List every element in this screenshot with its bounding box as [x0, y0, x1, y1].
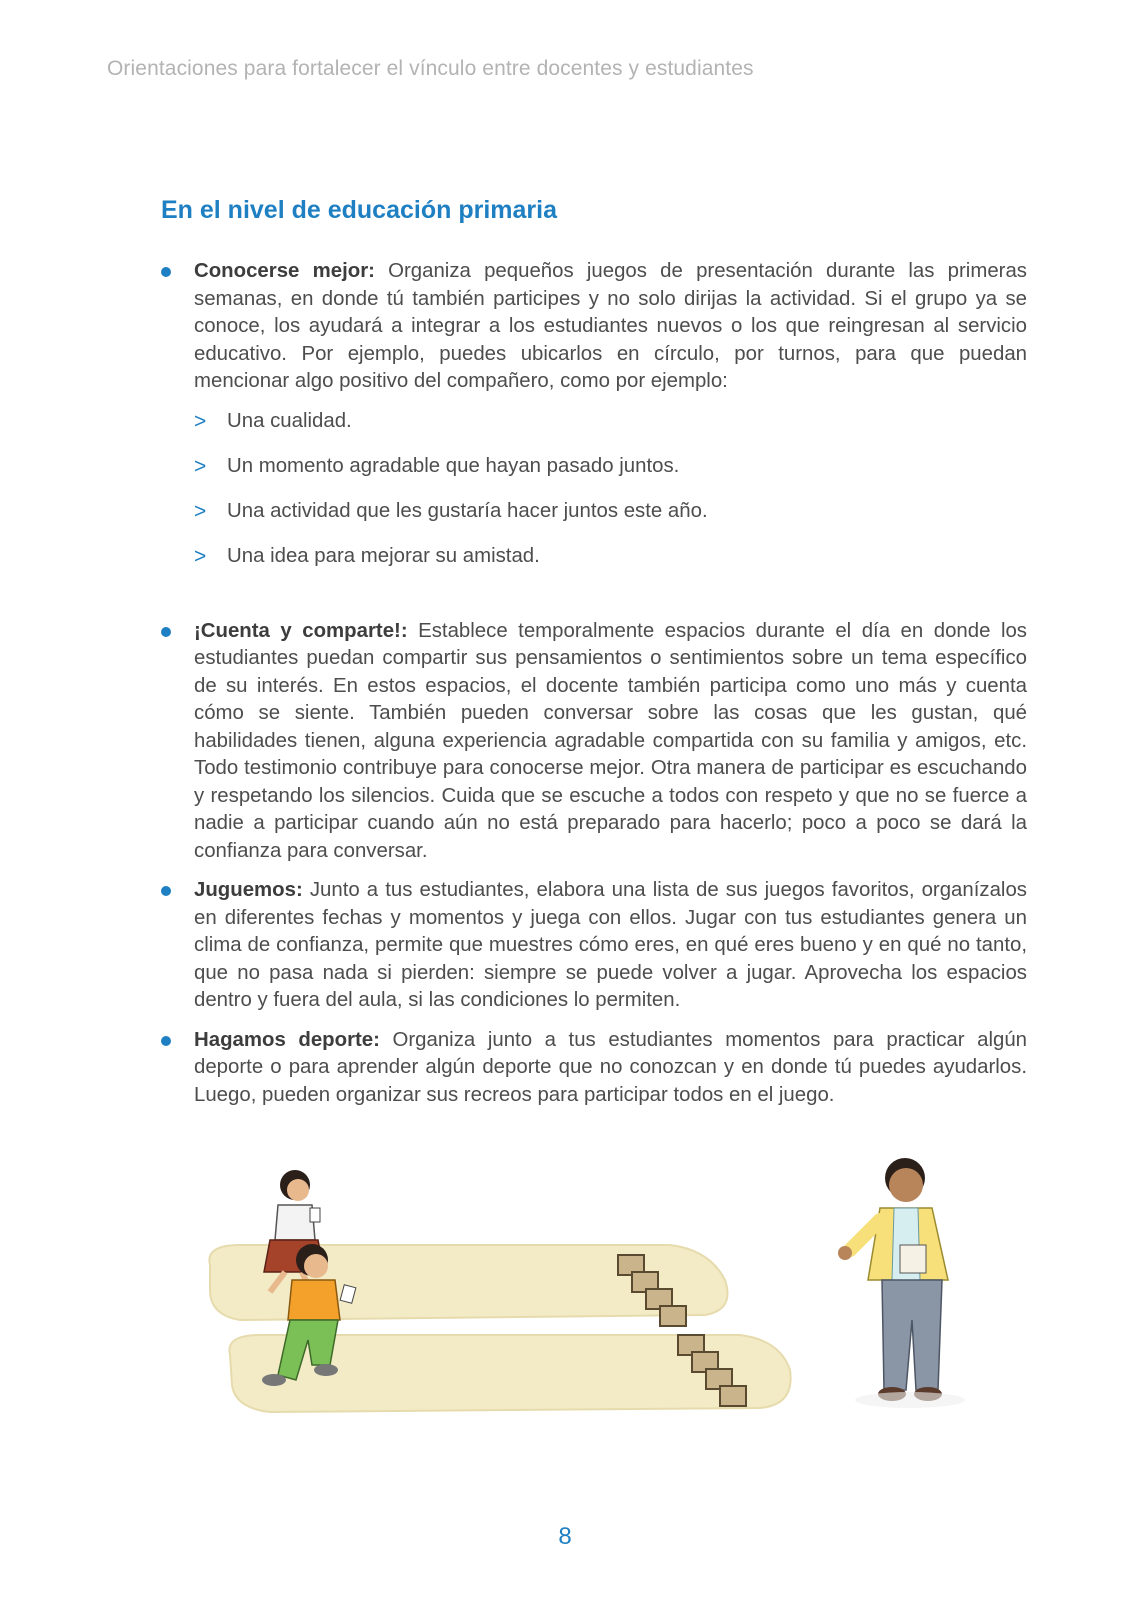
content-body [161, 258, 1027, 1121]
teacher-figure-icon [838, 1158, 965, 1408]
sub-list-item: > Un momento agradable que hayan pasado juntos. [194, 454, 680, 478]
chevron-right-icon: > [194, 499, 207, 523]
sub-list-item: > Una cualidad. [194, 409, 352, 433]
chevron-right-icon: > [194, 454, 207, 478]
section-title: En el nivel de educación primaria [161, 196, 557, 224]
bullet-item-conocerse [161, 258, 1027, 396]
bullet-dot-icon [161, 1036, 171, 1046]
bullet-dot-icon [161, 886, 171, 896]
sub-list-item: > Una idea para mejorar su amistad. [194, 544, 540, 568]
chevron-right-icon: > [194, 409, 207, 433]
sub-list [194, 408, 1027, 588]
bullet-lead: ¡Cuenta y comparte!: [194, 619, 408, 642]
bullet-text: Junto a tus estudiantes, elabora una lista de sus juegos favoritos, organízalos en diferentes fechas y momentos y juega con ellos. Jugar con tus estudiantes genera un clima de confianza, permite que muestres cómo eres, en qué eres bueno y en qué no tanto, que no pasa nada si pierden: siempre se puede volver a jugar. Aprovecha los espacios dentro y fuera del aula, si las condiciones lo permiten. [194, 879, 1027, 1011]
bullet-text: Organiza junto a tus estudiantes momentos para practicar algún deporte o para aprender algún deporte que no conozcan y en donde tú puedes ayudarlos. Luego, pueden organizar sus recreos para participar todos en el juego. [194, 1028, 1028, 1106]
running-header: Orientaciones para fortalecer el vínculo entre docentes y estudiantes [107, 57, 754, 80]
bullet-text: Organiza pequeños juegos de presentación durante las primeras semanas, en donde tú también participes y no solo dirijas la actividad. Si el grupo ya se conoce, los ayudará a integrar a los estudiantes nuevos o los que reingresan al servicio educativo. Por ejemplo, puedes ubicarlos en círculo, por turnos, para que puedan mencionar algo positivo del compañero, como por ejemplo: [194, 260, 1027, 392]
chevron-right-icon: > [194, 544, 207, 568]
sub-list-item: > Una actividad que les gustaría hacer juntos este año. [194, 499, 708, 523]
bullet-lead: Conocerse mejor: [194, 260, 375, 282]
bullet-item-juguemos [161, 877, 1027, 1015]
bullet-dot-icon [161, 627, 171, 637]
bullet-lead: Juguemos: [194, 879, 303, 901]
children-running-illustration [200, 1150, 1000, 1450]
bullet-item-deporte [161, 1027, 1027, 1110]
bullet-text: Establece temporalmente espacios durante el día en donde los estudiantes puedan compartir sus pensamientos o sentimientos sobre un tema específico de su interés. En estos espacios, el docente también participa como uno más y cuenta cómo se siente. También pueden conversar sobre las cosas que les gustan, qué habilidades tienen, alguna experiencia agradable compartida con su familia y amigos, etc. Todo testimonio contribuye para conocerse mejor. Otra manera de participar es escuchando y respetando los silencios. Cuida que se escuche a todos con respeto y que no se fuerce a nadie a participar cuando aún no está preparado para hacerlo; poco a poco se dará la confianza para conversar. [194, 619, 1028, 862]
bullet-item-cuenta [161, 618, 1027, 866]
bullet-lead: Hagamos deporte: [194, 1028, 380, 1051]
page-number: 8 [558, 1523, 572, 1550]
bullet-dot-icon [161, 267, 171, 277]
